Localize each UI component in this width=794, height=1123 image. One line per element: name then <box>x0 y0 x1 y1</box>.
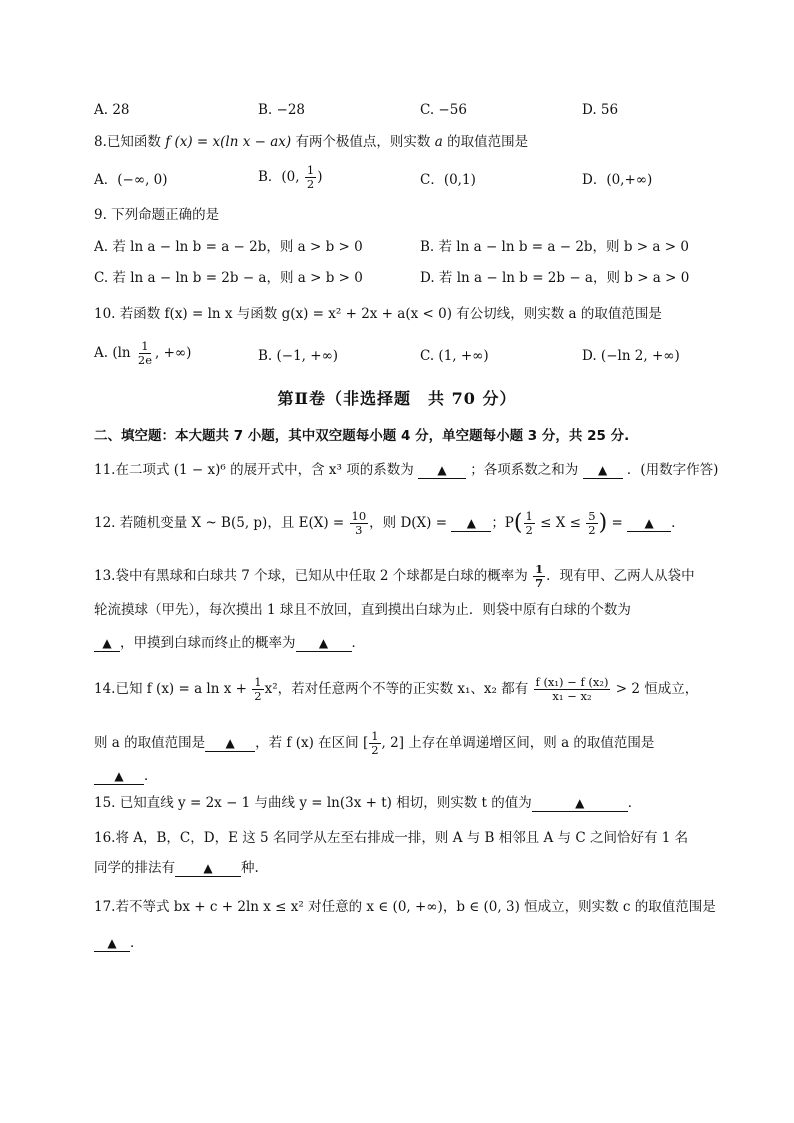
q12-text3: ；P <box>491 515 514 531</box>
q14-diff-fraction <box>534 676 611 703</box>
q11-text1: 11.在二项式 (1 − x)⁶ 的展开式中，含 x³ 项的系数为 <box>94 462 414 478</box>
q10-a-fraction <box>136 340 154 367</box>
q7-option-b: B. −28 <box>258 102 305 118</box>
q12-mid: ≤ X ≤ <box>535 515 586 531</box>
q8-b-denominator: 2 <box>306 177 315 191</box>
q11 <box>94 460 718 480</box>
q8-b-numerator: 1 <box>306 163 315 177</box>
q8-option-a: A．(−∞, 0) <box>94 172 168 188</box>
q14-half-numerator: 1 <box>254 675 262 689</box>
q10-option-a <box>94 340 191 367</box>
q16-line-1: 16.将 A，B，C，D，E 这 5 名同学从左至右排成一排，则 A 与 B 相邻且 A 与 C 之间恰好有 1 名 <box>94 830 689 846</box>
q10-a-denominator: 2e <box>137 353 153 367</box>
q7-option-a: A. 28 <box>94 102 130 118</box>
q13-line-1 <box>94 563 695 590</box>
q9-stem: 9. 下列命题正确的是 <box>94 207 220 223</box>
q12-p1-denominator: 2 <box>525 523 533 537</box>
q9-option-a: A. 若 ln a − ln b = a − 2b，则 a > b > 0 <box>94 239 363 255</box>
q14-line2a: 则 a 的取值范围是 <box>94 735 206 751</box>
q8-variable: a <box>434 134 443 150</box>
q13-denominator: 7 <box>535 576 544 590</box>
q14-line1a: 14.已知 f (x) = a ln x + <box>94 681 252 697</box>
section-header: 二、填空题：本大题共 7 小题，其中双空题每小题 4 分，单空题每小题 3 分，共 25 分. <box>94 428 630 444</box>
q8-suffix: 有两个极值点，则实数 <box>295 134 431 150</box>
q15-blank: ▲ <box>532 795 628 812</box>
q7-option-d: D. 56 <box>582 102 619 118</box>
q10-a-prefix: A. (ln <box>94 345 135 361</box>
q12-right-paren: ) <box>598 510 608 536</box>
q14-interval-numerator: 1 <box>371 729 379 743</box>
q14-interval-fraction <box>369 730 380 757</box>
q15-text: 15. 已知直线 y = 2x − 1 与曲线 y = ln(3x + t) 相切，则实数 t 的值为 <box>94 795 532 811</box>
q11-blank-2: ▲ <box>583 462 623 479</box>
q7-option-c: C. −56 <box>420 102 467 118</box>
q14-blank-2: ▲ <box>94 768 144 785</box>
q17-line-1: 17.若不等式 bx + c + 2ln x ≤ x² 对任意的 x ∈ (0, +∞)，b ∈ (0, 3) 恒成立，则实数 c 的取值范围是 <box>94 899 716 915</box>
q14-interval-denominator: 2 <box>371 743 379 757</box>
q13-line3: ，甲摸到白球而终止的概率为 <box>120 635 296 651</box>
q12-text1: 12. 若随机变量 X ~ B(5, p)，且 E(X) = <box>94 515 349 531</box>
q11-text3: ．(用数字作答) <box>626 462 719 478</box>
q13-line-3 <box>94 633 365 653</box>
q14-line2b: ，若 f (x) 在区间 [ <box>255 735 369 751</box>
q14-blank-1: ▲ <box>205 735 255 752</box>
q13-numerator: 1 <box>535 562 544 576</box>
section-title: 第Ⅱ卷（非选择题 共 70 分） <box>277 389 517 408</box>
q16-blank: ▲ <box>175 860 241 877</box>
q9-option-d: D. 若 ln a − ln b = 2b − a，则 b > a > 0 <box>420 270 690 286</box>
q14-end: ． <box>144 768 158 784</box>
q8-function: f (x) = x(ln x − ax) <box>165 134 292 150</box>
q10-option-b: B. (−1, +∞) <box>258 348 339 364</box>
q14-line1b: x²，若对任意两个不等的正实数 x₁、x₂ 都有 <box>264 681 533 697</box>
q8-option-d: D．(0,+∞) <box>582 172 653 188</box>
q12-blank-1: ▲ <box>451 515 491 532</box>
q13-line1b: ．现有甲、乙两人从袋中 <box>546 568 695 584</box>
q8-stem <box>94 132 528 152</box>
q12 <box>94 510 675 537</box>
q10-a-numerator: 1 <box>141 339 149 353</box>
q8-suffix2: 的取值范围是 <box>447 134 529 150</box>
q12-e-numerator: 10 <box>351 509 367 523</box>
q13-end: ． <box>351 635 365 651</box>
q12-p2-numerator: 5 <box>588 509 596 523</box>
q14-half-fraction <box>252 676 263 703</box>
q17-line-2 <box>94 933 144 953</box>
q15-end: ． <box>627 795 642 811</box>
q14-line-3 <box>94 766 158 786</box>
q13-blank-1: ▲ <box>94 635 120 652</box>
q8-option-b-open: B．(0, <box>258 169 304 185</box>
q8-option-b <box>258 164 322 191</box>
q13-blank-2: ▲ <box>296 635 352 652</box>
q11-blank-1: ▲ <box>418 462 466 479</box>
q16-line-2 <box>94 858 259 878</box>
q12-left-paren: ( <box>513 510 523 536</box>
q9-option-b: B. 若 ln a − ln b = a − 2b，则 b > a > 0 <box>420 239 689 255</box>
q15 <box>94 793 641 813</box>
q12-end: . <box>671 515 676 531</box>
q10-stem: 10. 若函数 f(x) = ln x 与函数 g(x) = x² + 2x + a(x < 0) 有公切线，则实数 a 的取值范围是 <box>94 306 662 322</box>
q14-line-1 <box>94 676 698 703</box>
q12-p1-numerator: 1 <box>525 509 533 523</box>
q16-line2b: 种. <box>241 860 259 876</box>
q9-option-c: C. 若 ln a − ln b = 2b − a，则 a > b > 0 <box>94 270 363 286</box>
q14-diff-denominator: x₁ − x₂ <box>552 689 592 703</box>
q14-diff-numerator: f (x₁) − f (x₂) <box>535 675 609 689</box>
q16-line2a: 同学的排法有 <box>94 860 175 876</box>
q12-blank-2: ▲ <box>627 515 671 532</box>
q10-option-c: C. (1, +∞) <box>420 348 489 364</box>
q11-text2: ；各项系数之和为 <box>470 462 579 478</box>
q12-text2: ，则 D(X) = <box>369 515 452 531</box>
q8-option-b-close: ) <box>317 169 323 185</box>
q8-prefix: 8.已知函数 <box>94 134 161 150</box>
q14-line2c: , 2] 上存在单调递增区间，则 a 的取值范围是 <box>381 735 655 751</box>
q12-p2-denominator: 2 <box>588 523 596 537</box>
q12-p1-fraction <box>524 510 535 537</box>
q13-line-2: 轮流摸球（甲先），每次摸出 1 球且不放回，直到摸出白球为止．则袋中原有白球的个数为 <box>94 602 631 618</box>
q12-e-denominator: 3 <box>355 523 363 537</box>
q10-option-d: D. (−ln 2, +∞) <box>582 348 680 364</box>
q13-line1a: 13.袋中有黑球和白球共 7 个球，已知从中任取 2 个球都是白球的概率为 <box>94 568 533 584</box>
q10-a-suffix: , +∞) <box>155 345 192 361</box>
q8-option-c: C．(0,1) <box>420 172 476 188</box>
q12-text4: = <box>607 515 628 531</box>
q13-fraction <box>533 563 545 590</box>
q12-p2-fraction <box>586 510 597 537</box>
q8-option-b-fraction <box>305 164 316 191</box>
q14-half-denominator: 2 <box>254 689 262 703</box>
q17-blank: ▲ <box>94 935 130 952</box>
q14-line1c: > 2 恒成立， <box>611 681 699 697</box>
q17-end: ． <box>130 935 144 951</box>
q12-e-fraction <box>350 510 369 537</box>
q14-line-2 <box>94 730 654 757</box>
